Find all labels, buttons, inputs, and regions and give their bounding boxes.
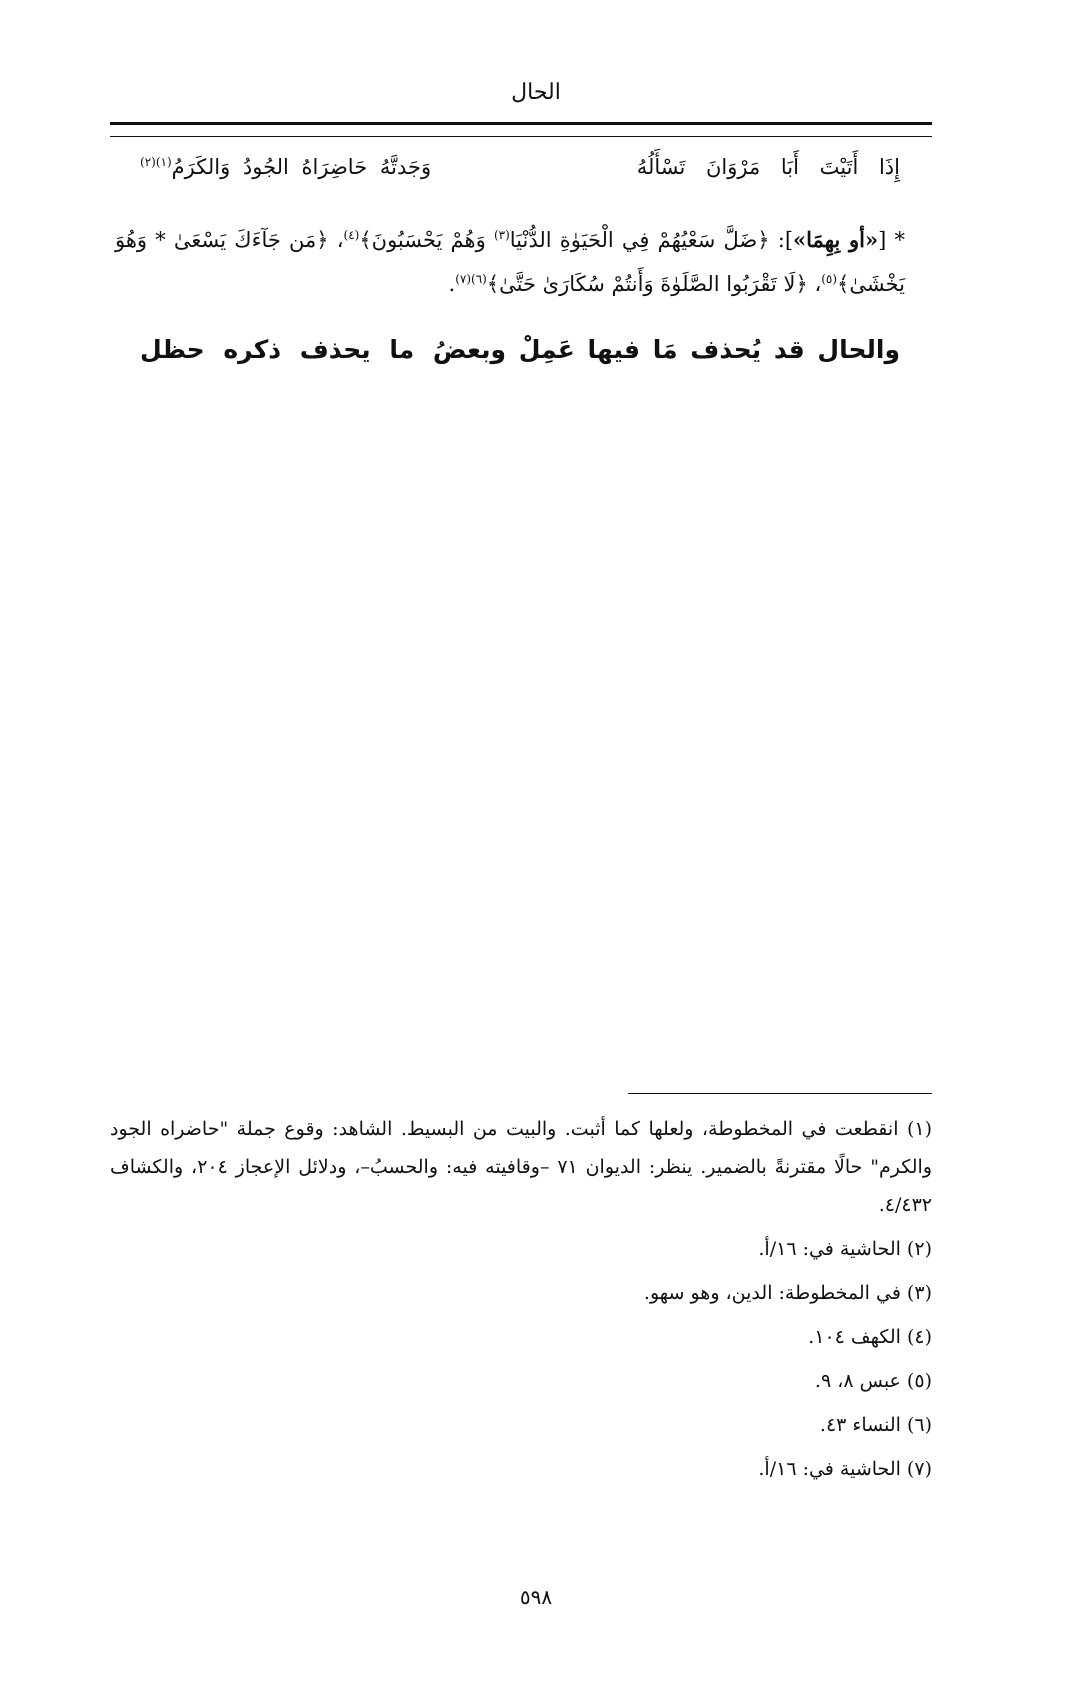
verse-first-hemistich: إِذَا أَتَيْتَ أَبَا مَرْوَانَ تَسْأَلُهُ — [636, 155, 900, 179]
example-label: «أو بِهِمَا» — [793, 227, 879, 252]
running-title: الحال — [511, 80, 561, 105]
poem-second-hemistich: وبعضُ ما يحذف ذكره حظل — [140, 335, 507, 364]
footnote-ref: (٤) — [343, 228, 360, 242]
quran-quote-2: ﴿مَن جَآءَكَ يَسْعَىٰ * وَهُوَ يَخْشَىٰ﴾ — [115, 228, 905, 296]
quran-quote-1-rest: وَهُمْ يَحْسَبُونَ﴾ — [359, 228, 494, 252]
bullet-star: * [ — [878, 228, 906, 252]
poem-line — [140, 335, 900, 381]
footnote-2: (٢) الحاشية في: ١٦/أ. — [758, 1238, 932, 1260]
footnote-1: (١) انقطعت في المخطوطة، ولعلها كما أثبت. والبيت من البسيط. الشاهد: وقوع جملة "حاضراه الجود والكرم" حالًا مقترنةً بالضمير. ينظر: الديوان ٧١ –وقافيته فيه: والحسبُ–، ودلائل الإعجاز ٢٠٤، والكشاف ٤/٤٣٢. — [110, 1118, 932, 1216]
footnote-3: (٣) في المخطوطة: الدين، وهو سهو. — [643, 1282, 932, 1304]
footnote-ref: (١)(٢) — [140, 155, 172, 169]
header-rule-thin — [110, 136, 932, 137]
footnote-5: (٥) عبس ٨، ٩. — [814, 1370, 932, 1392]
separator: ، — [328, 228, 344, 252]
verse-second-hemistich — [140, 155, 431, 179]
end-period: . — [448, 272, 456, 296]
footnote-6: (٦) النساء ٤٣. — [819, 1414, 932, 1436]
footnote-7: (٧) الحاشية في: ١٦/أ. — [758, 1458, 932, 1480]
footnote-ref: (٥) — [821, 272, 838, 286]
footnotes — [110, 1110, 932, 1494]
bracket-close: ]: — [769, 228, 794, 252]
poem-first-hemistich: والحال قد يُحذف مَا فيها عَمِلْ — [518, 335, 900, 364]
quran-quote-1: ﴿ضَلَّ سَعْيُهُمْ فِي الْحَيَوٰةِ الدُّنْيَا — [509, 228, 770, 252]
verse-second-text: وَجَدتَّهُ حَاضِرَاهُ الجُودُ وَالكَرَمُ — [171, 155, 432, 179]
header-rule-thick — [110, 122, 932, 125]
examples-paragraph — [115, 218, 905, 306]
footnote-ref: (٦)(٧) — [455, 272, 487, 286]
footnote-ref: (٣) — [493, 228, 510, 242]
poetry-verse — [140, 155, 900, 195]
page-number: ٥٩٨ — [519, 1585, 553, 1609]
separator: ، — [807, 272, 822, 296]
footnote-separator — [628, 1093, 932, 1094]
quran-quote-3: ﴿لَا تَقْرَبُوا الصَّلَوٰةَ وَأَنتُمْ سُكَارَىٰ حَتَّىٰ﴾ — [486, 272, 808, 296]
footnote-4: (٤) الكهف ١٠٤. — [808, 1326, 932, 1348]
